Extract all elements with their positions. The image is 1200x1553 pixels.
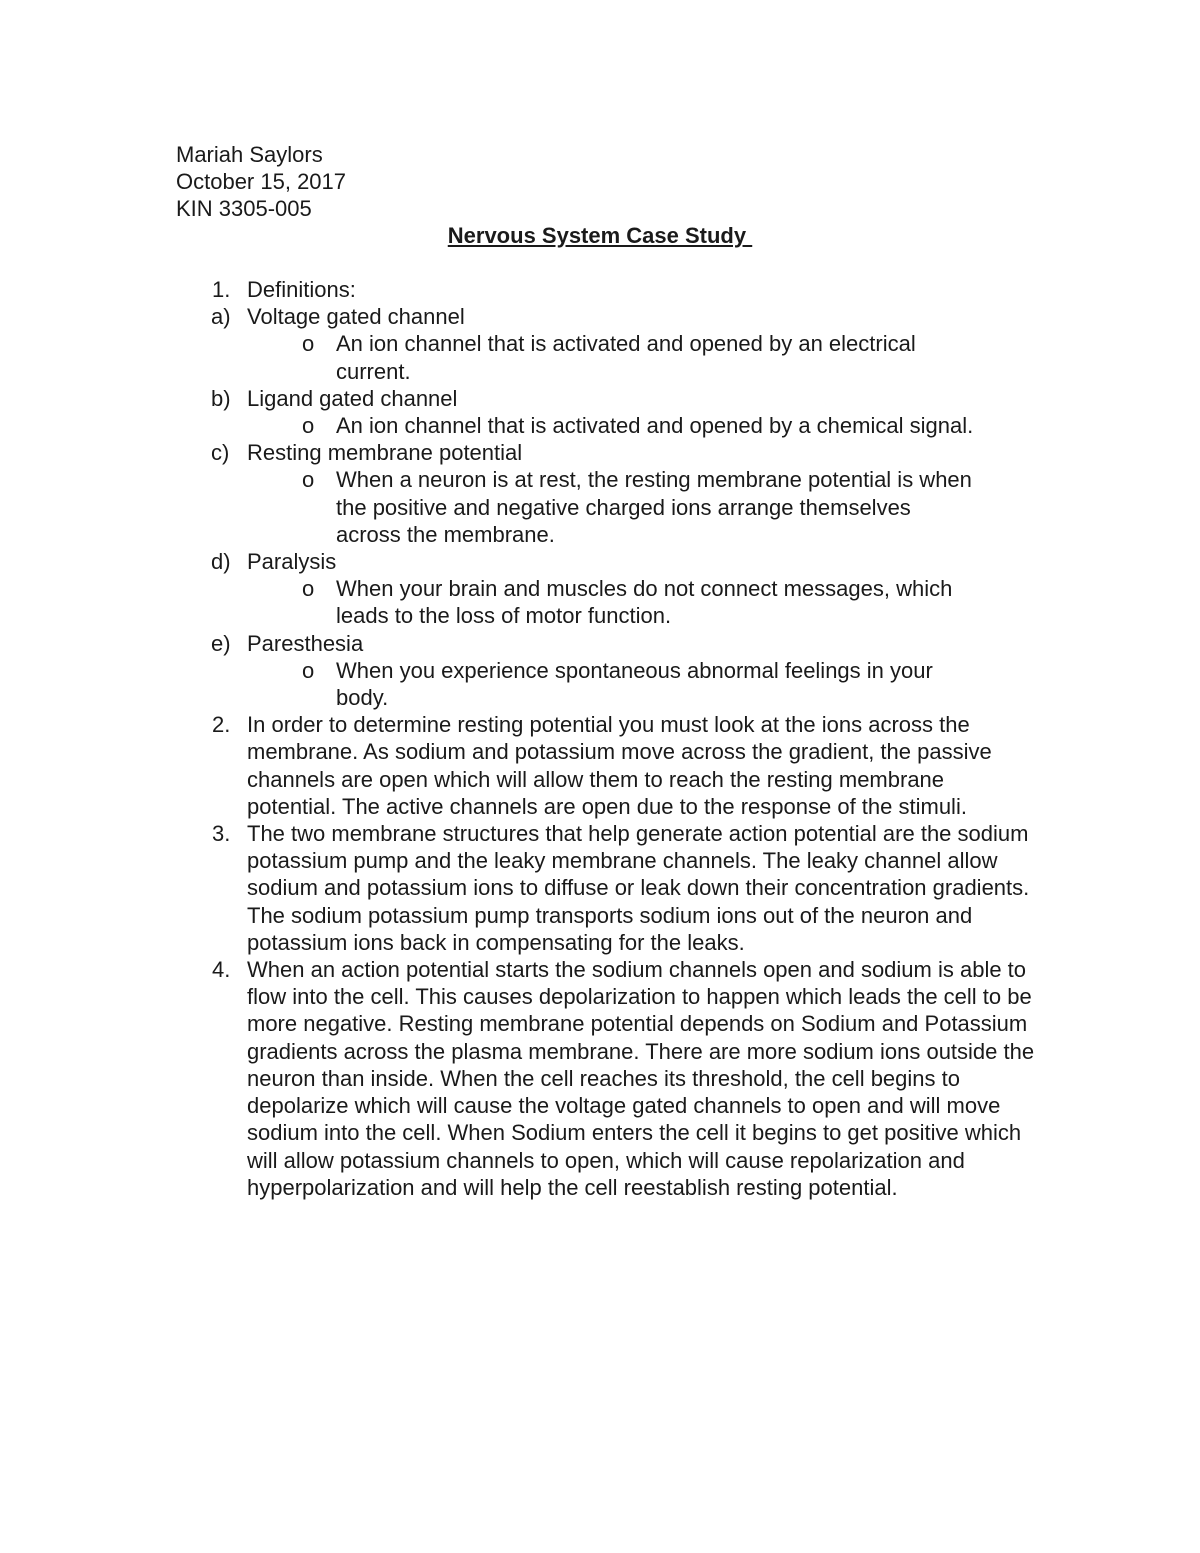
definition-term: Voltage gated channel	[247, 304, 465, 330]
definition-text: An ion channel that is activated and opened by an electrical current.	[336, 331, 916, 384]
bullet-icon: o	[302, 576, 315, 602]
document-title-row	[0, 222, 1200, 249]
bullet-icon: o	[302, 467, 315, 493]
definition-bullet-row	[176, 412, 1036, 439]
definition-term: Paralysis	[247, 549, 337, 575]
author-name: Mariah Saylors	[176, 142, 323, 167]
definition-letter: b)	[211, 385, 231, 411]
list-item-text: The two membrane structures that help generate action potential are the sodium potassium pump and the leaky membrane channels. The leaky channel allow sodium and potassium ions to diffuse or leak down their concentration gradients. The sodium potassium pump transports sodium ions out of the neuron and potassium ions back in compensating for the leaks.	[247, 821, 1030, 955]
definition-term-row	[176, 630, 1036, 657]
definition-term-row	[176, 548, 1036, 575]
definition-letter: c)	[211, 440, 230, 466]
list-number: 3.	[212, 821, 231, 847]
list-item	[176, 276, 1036, 303]
definition-bullet-row	[176, 330, 1036, 384]
definition-bullet-row	[176, 657, 1036, 711]
definition-term-row	[176, 303, 1036, 330]
list-item	[176, 956, 1036, 1201]
document-body	[176, 276, 1036, 1201]
list-item	[176, 711, 1036, 820]
definition-term: Resting membrane potential	[247, 440, 523, 466]
definition-text: When your brain and muscles do not connect messages, which leads to the loss of motor function.	[336, 576, 953, 629]
document-header	[176, 141, 346, 222]
document-date: October 15, 2017	[176, 169, 347, 194]
definition-text: An ion channel that is activated and opened by a chemical signal.	[336, 413, 974, 439]
list-number: 1.	[212, 277, 231, 302]
definition-term-row	[176, 385, 1036, 412]
definition-term: Ligand gated channel	[247, 385, 458, 411]
list-number: 4.	[212, 957, 231, 983]
definition-letter: e)	[211, 630, 231, 656]
bullet-icon: o	[302, 331, 315, 357]
definition-text: When you experience spontaneous abnormal feelings in your body.	[336, 657, 933, 711]
definition-bullet-row	[176, 575, 1036, 629]
definition-letter: a)	[211, 304, 231, 330]
document-title: Nervous System Case Study	[447, 223, 753, 248]
course-code: KIN 3305-005	[176, 196, 312, 221]
list-item-text: When an action potential starts the sodium channels open and sodium is able to flow into the cell. This causes depolarization to happen which leads the cell to be more negative. Resting membrane potential depends on Sodium and Potassium gradients across the plasma membrane. There are more sodium ions outside the neuron than inside. When the cell reaches its threshold, the cell begins to depolarize which will cause the voltage gated channels to open and will move sodium into the cell. When Sodium enters the cell it begins to get positive which will allow potassium channels to open, which will cause repolarization and hyperpolarization and will help the cell reestablish resting potential.	[247, 957, 1035, 1200]
definition-letter: d)	[211, 549, 231, 575]
list-item-text: In order to determine resting potential you must look at the ions across the membrane. As sodium and potassium move across the gradient, the passive channels are open which will allow them to reach the resting membrane potential. The active channels are open due to the response of the stimuli.	[247, 712, 992, 819]
list-item	[176, 820, 1036, 956]
definition-text: When a neuron is at rest, the resting membrane potential is when the positive and negative charged ions arrange themselves across the membrane.	[336, 467, 972, 547]
bullet-icon: o	[302, 413, 315, 439]
definition-term: Paresthesia	[247, 630, 364, 656]
bullet-icon: o	[302, 657, 315, 683]
list-number: 2.	[212, 712, 231, 738]
definition-term-row	[176, 439, 1036, 466]
list-item-text: Definitions:	[247, 277, 356, 302]
definition-bullet-row	[176, 466, 1036, 548]
